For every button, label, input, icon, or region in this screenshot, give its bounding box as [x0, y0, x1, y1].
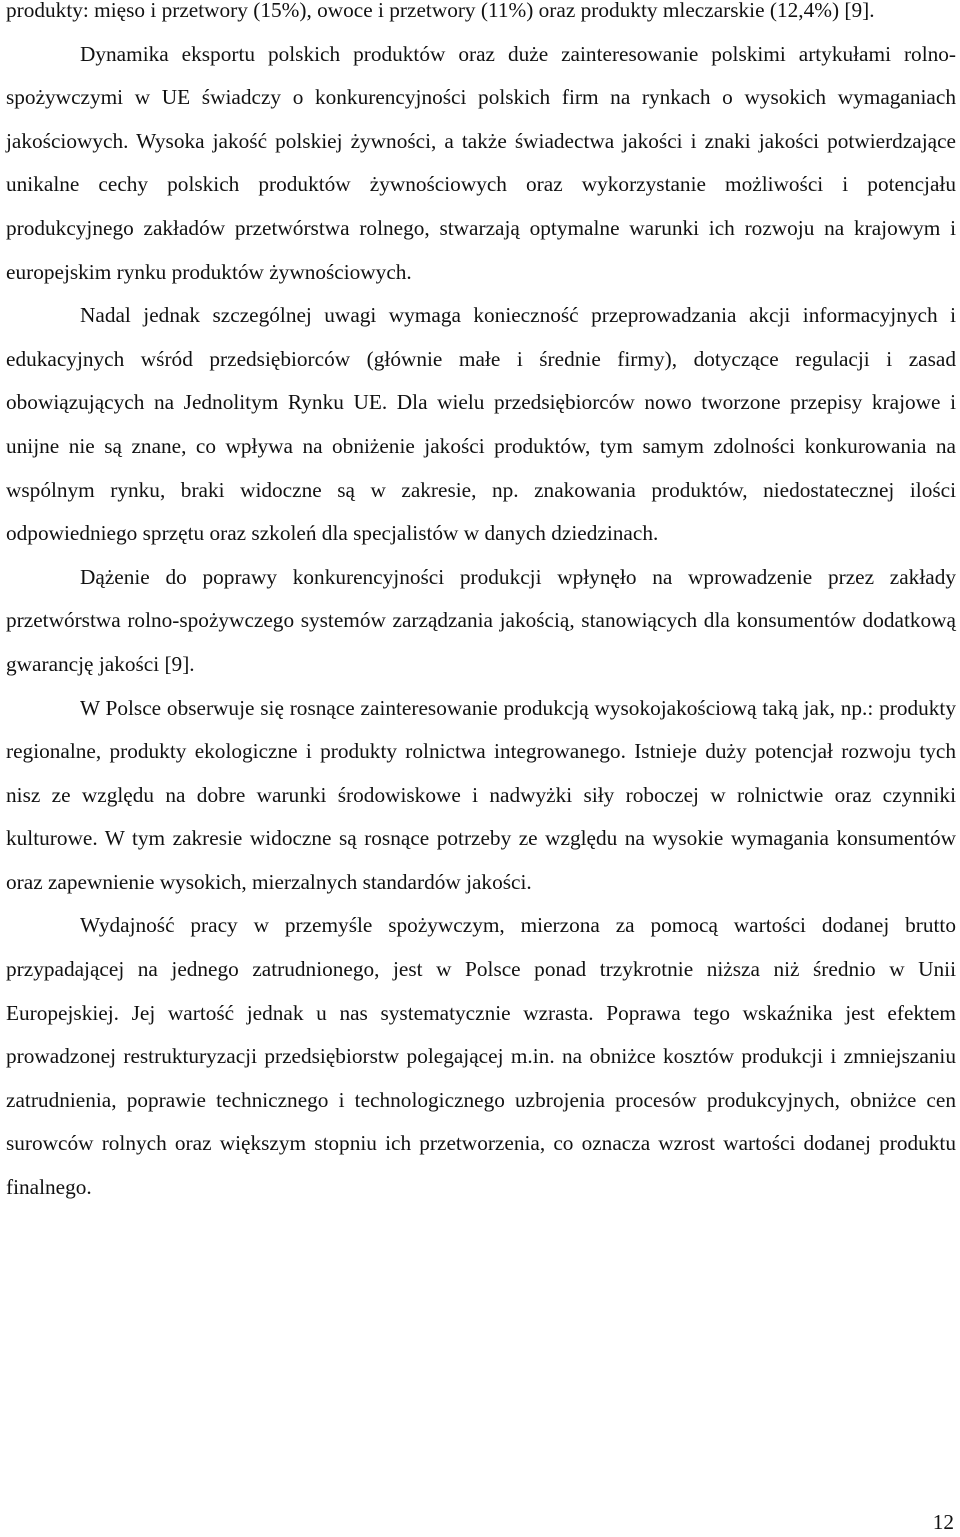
paragraph-high-quality-production: W Polsce obserwuje się rosnące zainteresowanie produkcją wysokojakościową taką jak, np.: produkty regionalne, produkty ekologiczne i produkty rolnictwa integrowanego. Istnieje duży potencjał rozwoju tych nisz ze względu na dobre warunki środowiskowe i nadwyżki siły roboczej w rolnictwie oraz czynniki kulturowe. W tym zakresie widoczne są rosnące potrzeby ze względu na wysokie wymagania konsumentów oraz zapewnienie wysokich, mierzalnych standardów jakości. [6, 695, 956, 894]
paragraph-export-dynamics: Dynamika eksportu polskich produktów oraz duże zainteresowanie polskimi artykułami rolno-spożywczymi w UE świadczy o konkurencyjności polskich firm na rynkach o wysokich wymaganiach jakościowych. Wysoka jakość polskiej żywności, a także świadectwa jakości i znaki jakości potwierdzające unikalne cechy polskich produktów żywnościowych oraz wykorzystanie możliwości i potencjału produkcyjnego zakładów przetwórstwa rolnego, stwarzają optymalne warunki ich rozwoju na krajowym i europejskim rynku produktów żywnościowych. [6, 41, 956, 284]
document-page [6, 0, 956, 1210]
paragraph-continuation: produkty: mięso i przetwory (15%), owoce i przetwory (11%) oraz produkty mleczarskie (12,4%) [9]. [6, 0, 875, 22]
page-number: 12 [932, 1510, 954, 1534]
paragraph-quality-systems: Dążenie do poprawy konkurencyjności produkcji wpłynęło na wprowadzenie przez zakłady przetwórstwa rolno-spożywczego systemów zarządzania jakością, stanowiących dla konsumentów dodatkową gwarancję jakości [9]. [6, 564, 956, 676]
paragraph-information-campaigns: Nadal jednak szczególnej uwagi wymaga konieczność przeprowadzania akcji informacyjnych i edukacyjnych wśród przedsiębiorców (głównie małe i średnie firmy), dotyczące regulacji i zasad obowiązujących na Jednolitym Rynku UE. Dla wielu przedsiębiorców nowo tworzone przepisy krajowe i unijne nie są znane, co wpływa na obniżenie jakości produktów, tym samym zdolności konkurowania na wspólnym rynku, braki widoczne są w zakresie, np. znakowania produktów, niedostatecznej ilości odpowiedniego sprzętu oraz szkoleń dla specjalistów w danych dziedzinach. [6, 303, 956, 546]
paragraph-labour-productivity: Wydajność pracy w przemyśle spożywczym, mierzona za pomocą wartości dodanej brutto przypadającej na jednego zatrudnionego, jest w Polsce ponad trzykrotnie niższa niż średnio w Unii Europejskiej. Jej wartość jednak u nas systematycznie wzrasta. Poprawa tego wskaźnika jest efektem prowadzonej restrukturyzacji przedsiębiorstw polegającej m.in. na obniżce kosztów produkcji i zmniejszaniu zatrudnienia, poprawie technicznego i technologicznego uzbrojenia procesów produkcyjnych, obniżce cen surowców rolnych oraz większym stopniu ich przetworzenia, co oznacza wzrost wartości dodanej produktu finalnego. [6, 913, 956, 1200]
